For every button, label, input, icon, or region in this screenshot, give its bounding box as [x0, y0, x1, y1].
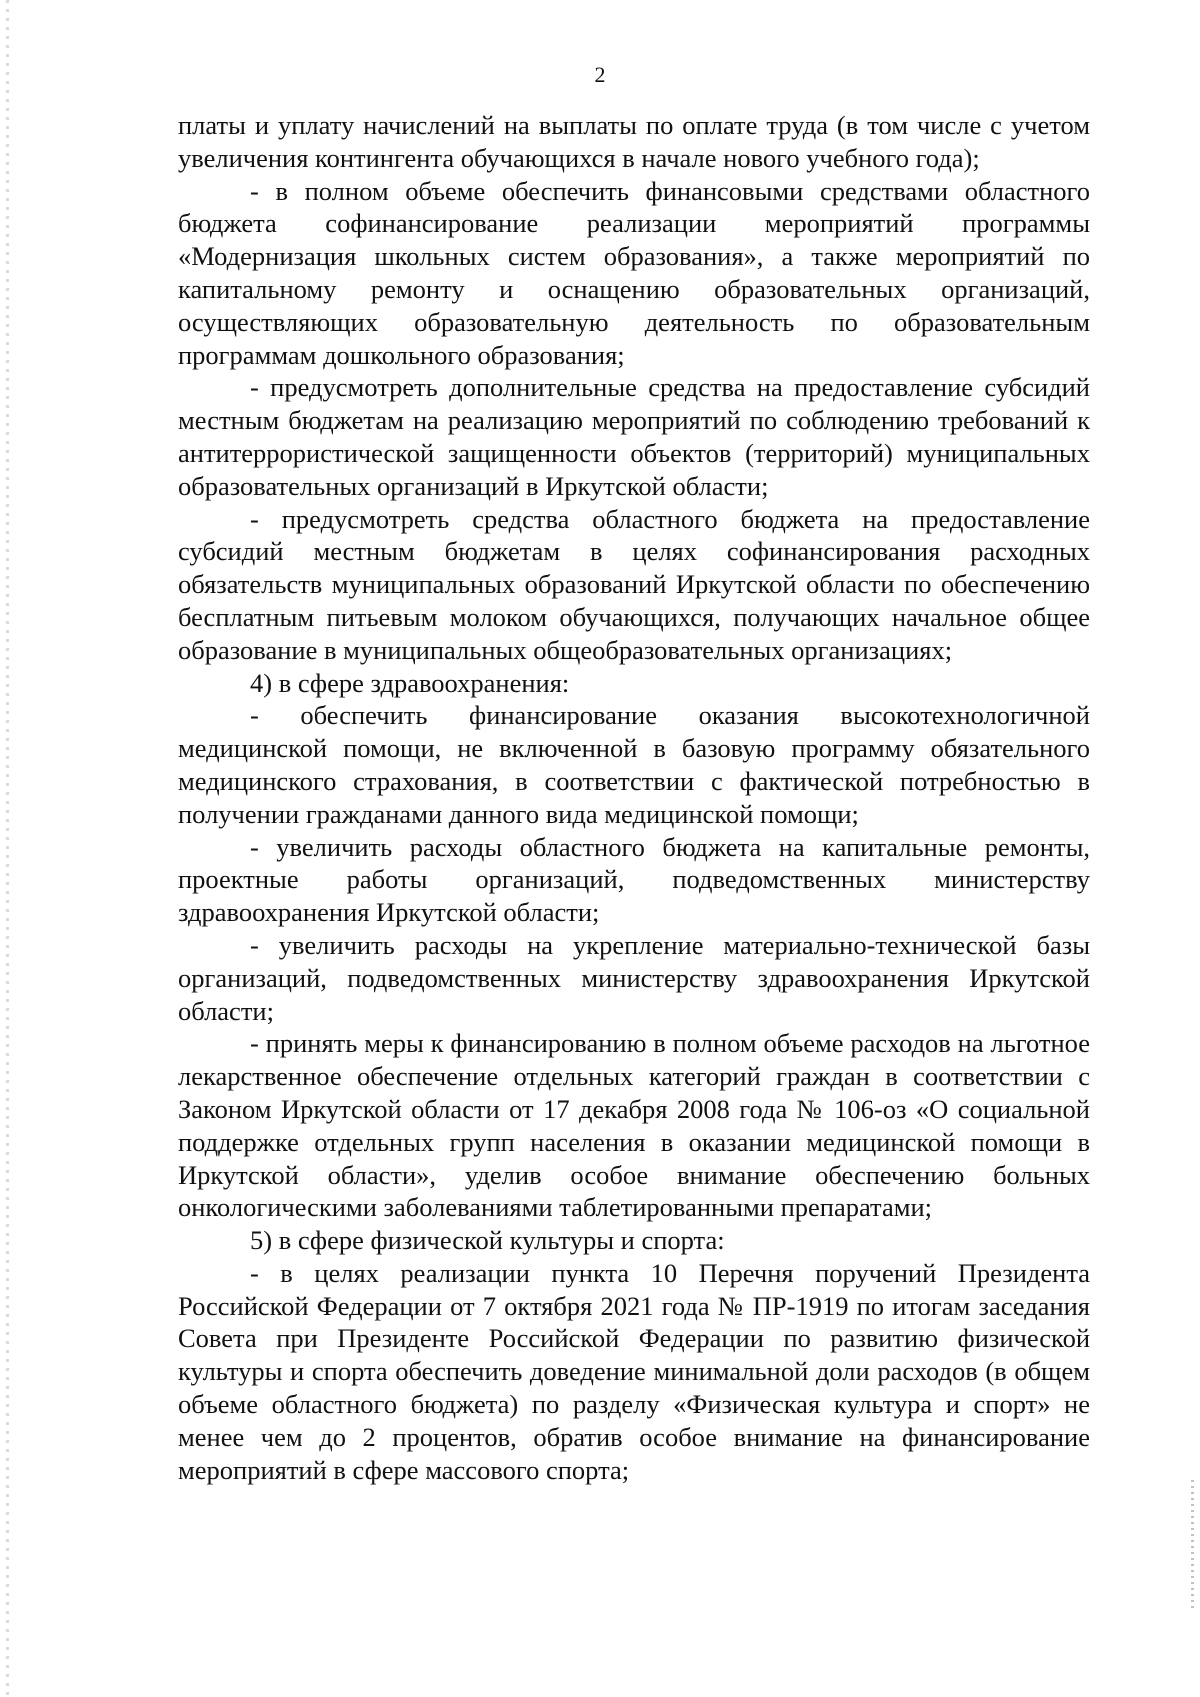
section-heading-sport: 5) в сфере физической культуры и спорта:	[250, 1225, 725, 1256]
paragraph-high-tech-care: - обеспечить финансирование оказания высокотехнологичной медицинской помощи, не включенной в базовую программу обязательного медицинского страхования, в соответствии с фактической потребностью в получении гражданами данного вида медицинской помощи;	[178, 700, 1090, 829]
document-body	[178, 109, 1090, 1486]
page-number: 2	[594, 62, 606, 87]
paragraph-school-modernization: - в полном объеме обеспечить финансовыми средствами областного бюджета софинансирование реализации мероприятий программы «Модернизация школьных систем образования», а также мероприятий по капитальному ремонту и оснащению образовательных организаций, осуществляющих образовательную деятельность по образовательным программам дошкольного образования;	[178, 175, 1090, 370]
scan-edge-left	[6, 0, 9, 1697]
paragraph-preferential-drugs: - принять меры к финансированию в полном объеме расходов на льготное лекарственное обеспечение отдельных категорий граждан в соответствии с Законом Иркутской области от 17 декабря 2008 года № 106-оз «О социальной поддержке отдельных групп населения в оказании медицинской помощи в Иркутской области», уделив особое внимание обеспечению больных онкологическими заболеваниями таблетированными препаратами;	[178, 1028, 1090, 1223]
paragraph-material-base: - увеличить расходы на укрепление материально-технической базы организаций, подведомственных министерству здравоохранения Иркутской области;	[178, 929, 1090, 1026]
paragraph-milk-subsidies: - предусмотреть средства областного бюджета на предоставление субсидий местным бюджетам в целях софинансирования расходных обязательств муниципальных образований Иркутской области по обеспечению бесплатным питьевым молоком обучающихся, получающих начальное общее образование в муниципальных общеобразовательных организациях;	[178, 503, 1090, 665]
paragraph-capital-repairs: - увеличить расходы областного бюджета на капитальные ремонты, проектные работы организаций, подведомственных министерству здравоохранения Иркутской области;	[178, 831, 1090, 928]
scan-edge-right	[1191, 1480, 1194, 1610]
section-heading-healthcare: 4) в сфере здравоохранения:	[250, 667, 570, 698]
paragraph-antiterror-subsidies: - предусмотреть дополнительные средства на предоставление субсидий местным бюджетам на реализацию мероприятий по соблюдению требований к антитеррористической защищенности объектов (территорий) муниципальных образовательных организаций в Иркутской области;	[178, 372, 1090, 501]
paragraph-continuation: платы и уплату начислений на выплаты по оплате труда (в том числе с учетом увеличения контингента обучающихся в начале нового учебного года);	[178, 110, 1090, 173]
paragraph-sport-financing: - в целях реализации пункта 10 Перечня поручений Президента Российской Федерации от 7 октября 2021 года № ПР-1919 по итогам заседания Совета при Президенте Российской Федерации по развитию физической культуры и спорта обеспечить доведение минимальной доли расходов (в общем объеме областного бюджета) по разделу «Физическая культура и спорт» не менее чем до 2 процентов, обратив особое внимание на финансирование мероприятий в сфере массового спорта;	[178, 1257, 1090, 1485]
